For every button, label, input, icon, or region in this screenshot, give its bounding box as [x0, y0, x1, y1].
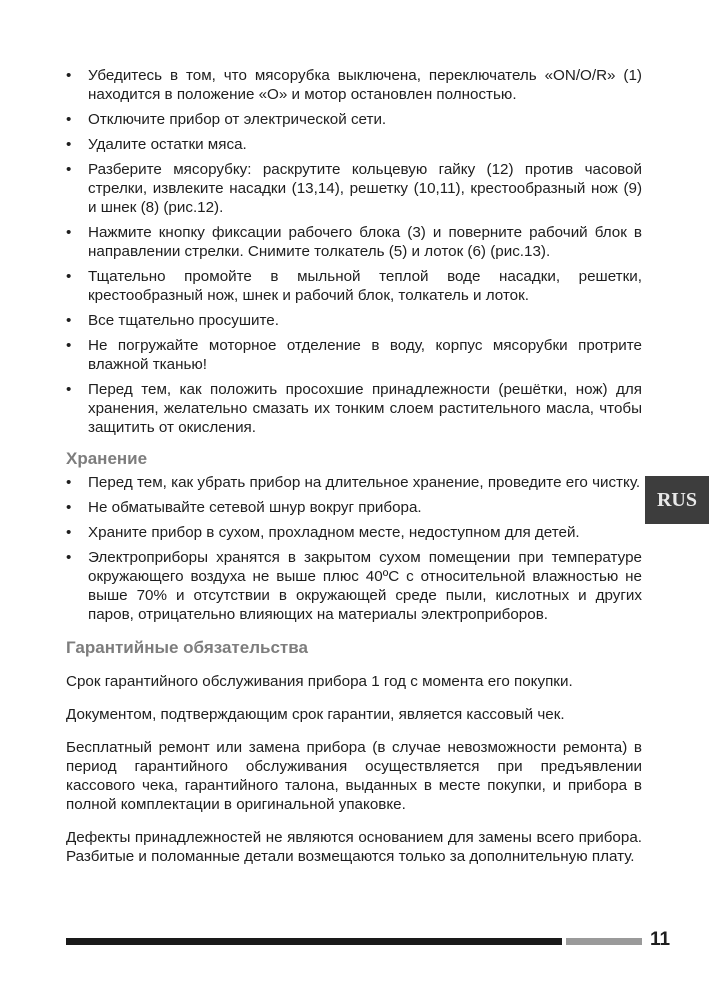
list-item: • Удалите остатки мяса. — [66, 136, 247, 153]
list-item: • Разберите мясорубку: раскрутите кольцевую гайку (12) против часовой стрелки, извлеките насадки (13,14), решетку (10,11), крестообразный нож (9) и шнек (8) (рис.12). — [66, 161, 642, 216]
warranty-paragraph: Срок гарантийного обслуживания прибора 1 год с момента его покупки. — [66, 673, 573, 690]
warranty-heading: Гарантийные обязательства — [66, 638, 308, 657]
bullet: • — [66, 499, 72, 516]
language-tab: RUS — [645, 476, 709, 524]
page-content — [66, 66, 642, 880]
warranty-paragraph: Бесплатный ремонт или замена прибора (в случае невозможности ремонта) в период гарантийного обслуживания осуществляется при предъявлении кассового чека, гарантийного талона, выданных в месте покупки, и прибора в полной комплектации в оригинальной упаковке. — [66, 739, 642, 813]
bullet: • — [66, 136, 72, 153]
list-item: • Тщательно промойте в мыльной теплой воде насадки, решетки, крестообразный нож, шнек и рабочий блок, толкатель и лоток. — [66, 268, 642, 304]
bullet: • — [66, 111, 72, 128]
storage-list — [66, 473, 642, 624]
footer-rule-light — [566, 938, 642, 945]
list-item: • Перед тем, как убрать прибор на длительное хранение, проведите его чистку. — [66, 474, 641, 491]
bullet: • — [66, 67, 72, 84]
bullet: • — [66, 312, 72, 329]
list-item: • Электроприборы хранятся в закрытом сухом помещении при температуре окружающего воздуха не выше плюс 40ºС с относительной влажностью не выше 70% и отсутствии в окружающей среде пыли, кислотных и других паров, отрицательно влияющих на материалы электроприборов. — [66, 549, 642, 623]
list-item: • Все тщательно просушите. — [66, 312, 279, 329]
list-item: • Убедитесь в том, что мясорубка выключена, переключатель «ON/O/R» (1) находится в положение «O» и мотор остановлен полностью. — [66, 67, 642, 103]
list-item: • Храните прибор в сухом, прохладном месте, недоступном для детей. — [66, 524, 580, 541]
list-item: • Перед тем, как положить просохшие принадлежности (решётки, нож) для хранения, желательно смазать их тонким слоем растительного масла, чтобы защитить от окисления. — [66, 381, 642, 436]
storage-heading: Хранение — [66, 449, 148, 468]
bullet: • — [66, 161, 72, 178]
list-item: • Нажмите кнопку фиксации рабочего блока (3) и поверните рабочий блок в направлении стрелки. Снимите толкатель (5) и лоток (6) (рис.13). — [66, 224, 642, 260]
page-number: 11 — [650, 929, 671, 950]
warranty-paragraph: Дефекты принадлежностей не являются основанием для замены всего прибора. Разбитые и поломанные детали возмещаются только за дополнительную плату. — [66, 829, 642, 865]
list-item: • Не погружайте моторное отделение в воду, корпус мясорубки протрите влажной тканью! — [66, 337, 642, 373]
list-item: • Не обматывайте сетевой шнур вокруг прибора. — [66, 499, 422, 516]
bullet: • — [66, 337, 72, 354]
bullet: • — [66, 549, 72, 566]
bullet: • — [66, 381, 72, 398]
warranty-paragraph: Документом, подтверждающим срок гарантии, является кассовый чек. — [66, 706, 565, 723]
list-item: • Отключите прибор от электрической сети. — [66, 111, 387, 128]
cleaning-list — [66, 66, 642, 437]
footer-rule-dark — [66, 938, 562, 945]
bullet: • — [66, 524, 72, 541]
bullet: • — [66, 268, 72, 285]
bullet: • — [66, 224, 72, 241]
bullet: • — [66, 474, 72, 491]
